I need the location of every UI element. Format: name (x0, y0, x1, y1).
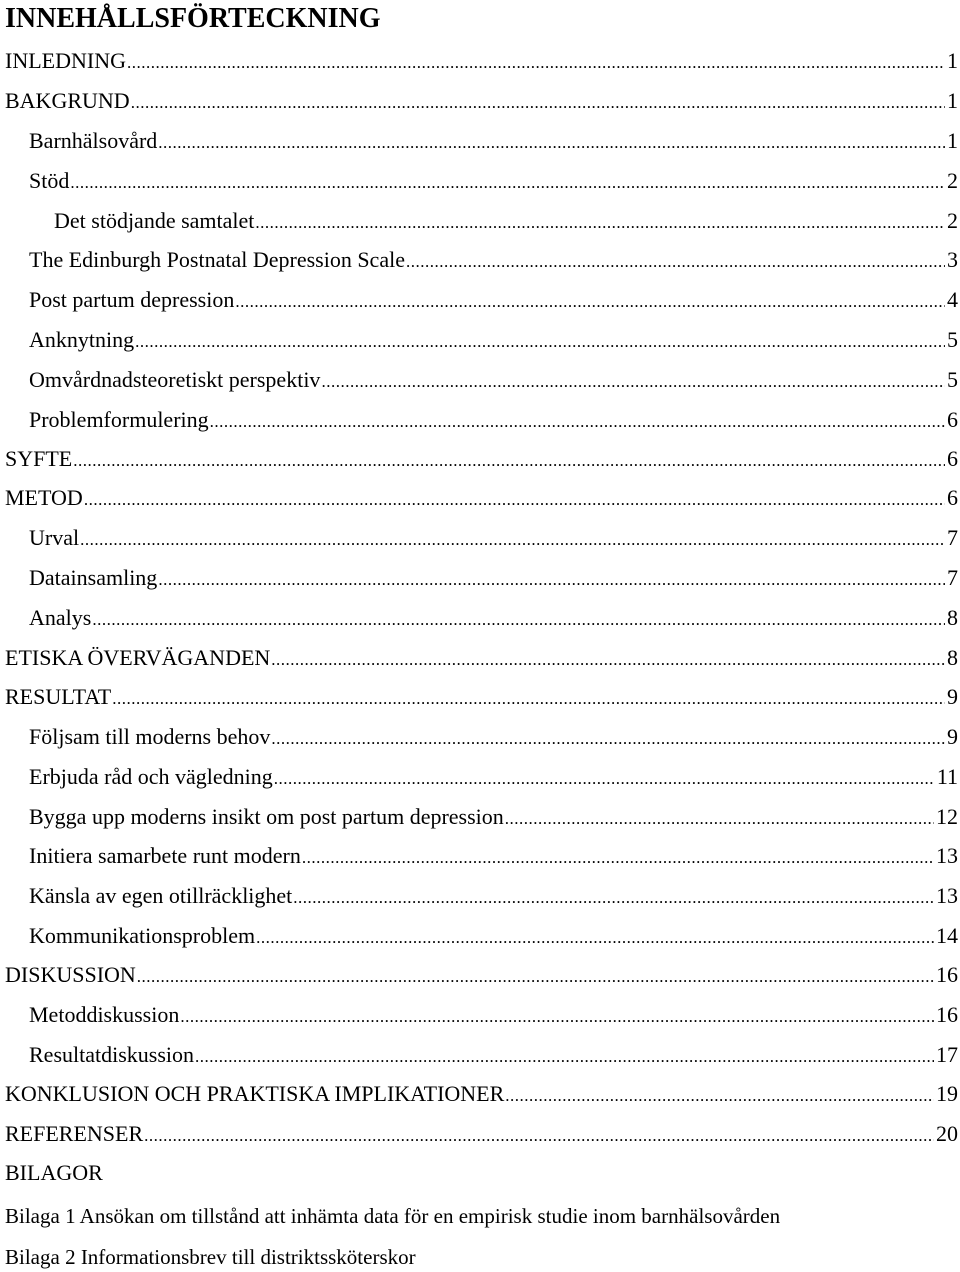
toc-entry-title: Urval (29, 525, 80, 550)
dot-leader (158, 129, 945, 157)
toc-entry-title: Kommunikationsproblem (29, 923, 256, 948)
dot-leader (112, 685, 945, 713)
toc-entry-resultatdiskussion[interactable] (29, 1041, 958, 1069)
toc-entry-erbjuda-rad-och-vagledning[interactable] (29, 763, 958, 791)
toc-entry-page: 16 (936, 962, 958, 987)
toc-entry-title: Det stödjande samtalet (54, 208, 255, 233)
toc-entry-initiera-samarbete[interactable] (29, 842, 958, 870)
toc-entry-title: Känsla av egen otillräcklighet (29, 883, 293, 908)
dot-leader (195, 1043, 934, 1071)
toc-entry-kansla-av-egen-otillracklighet[interactable] (29, 882, 958, 910)
dot-leader (80, 526, 945, 554)
toc-entry-title: Resultatdiskussion (29, 1042, 195, 1067)
toc-entry-title: METOD (5, 485, 83, 510)
toc-entry-etiska-overvaganden[interactable] (5, 644, 958, 672)
toc-entry-title: Problemformulering (29, 407, 209, 432)
toc-entry-page: 13 (936, 883, 958, 908)
toc-entry-title: Anknytning (29, 327, 135, 352)
toc-entry-stod[interactable] (29, 167, 958, 195)
dot-leader (293, 884, 934, 912)
toc-entry-page: 2 (947, 168, 958, 193)
toc-entry-page: 6 (947, 485, 958, 510)
toc-entry-title: Metoddiskussion (29, 1002, 180, 1027)
toc-entry-barnhalsovard[interactable] (29, 127, 958, 155)
toc-entry-problemformulering[interactable] (29, 406, 958, 434)
toc-entry-title: Erbjuda råd och vägledning (29, 764, 273, 789)
toc-entry-page: 17 (936, 1042, 958, 1067)
toc-entry-page: 4 (947, 287, 958, 312)
toc-entry-omvardnadsteoretiskt-perspektiv[interactable] (29, 366, 958, 394)
toc-entry-page: 8 (947, 605, 958, 630)
toc-entry-title: RESULTAT (5, 684, 112, 709)
toc-entry-page: 14 (936, 923, 958, 948)
toc-entry-page: 13 (936, 843, 958, 868)
appendix-item-2[interactable]: Bilaga 2 Informationsbrev till distriktssköterskor (5, 1245, 416, 1269)
toc-entry-metoddiskussion[interactable] (29, 1001, 958, 1029)
toc-entry-page: 11 (936, 764, 958, 789)
toc-entry-title: INLEDNING (5, 48, 126, 73)
toc-entry-title: Stöd (29, 168, 70, 193)
toc-entry-page: 5 (947, 367, 958, 392)
dot-leader (158, 566, 945, 594)
toc-entry-page: 9 (947, 724, 958, 749)
toc-entry-diskussion[interactable] (5, 961, 958, 989)
appendix-heading: BILAGOR (5, 1160, 103, 1185)
dot-leader (144, 1122, 934, 1150)
dot-leader (235, 288, 945, 316)
toc-title: INNEHÅLLSFÖRTECKNING (5, 3, 381, 34)
dot-leader (302, 844, 934, 872)
toc-entry-page: 16 (936, 1002, 958, 1027)
toc-entry-bygga-upp-moderns-insikt[interactable] (29, 803, 958, 831)
toc-entry-konklusion[interactable] (5, 1080, 958, 1108)
dot-leader (210, 408, 945, 436)
toc-entry-page: 5 (947, 327, 958, 352)
toc-entry-page: 1 (947, 128, 958, 153)
toc-entry-title: BAKGRUND (5, 88, 130, 113)
toc-entry-title: REFERENSER (5, 1121, 144, 1146)
toc-entry-page: 8 (947, 645, 958, 670)
toc-entry-title: The Edinburgh Postnatal Depression Scale (29, 247, 405, 272)
dot-leader (84, 486, 945, 514)
toc-entry-resultat[interactable] (5, 683, 958, 711)
dot-leader (135, 328, 945, 356)
toc-entry-title: Följsam till moderns behov (29, 724, 271, 749)
dot-leader (271, 725, 945, 753)
dot-leader (73, 447, 945, 475)
toc-entry-foljsam-till-moderns-behov[interactable] (29, 723, 958, 751)
toc-entry-page: 12 (936, 804, 958, 829)
toc-entry-page: 1 (947, 88, 958, 113)
dot-leader (406, 248, 945, 276)
dot-leader (131, 89, 945, 117)
dot-leader (256, 924, 934, 952)
toc-entry-title: Post partum depression (29, 287, 235, 312)
toc-entry-title: DISKUSSION (5, 962, 136, 987)
toc-entry-urval[interactable] (29, 524, 958, 552)
toc-entry-title: KONKLUSION OCH PRAKTISKA IMPLIKATIONER (5, 1081, 505, 1106)
dot-leader (271, 646, 945, 674)
toc-entry-page: 9 (947, 684, 958, 709)
toc-entry-referenser[interactable] (5, 1120, 958, 1148)
toc-entry-page: 7 (947, 525, 958, 550)
toc-entry-metod[interactable] (5, 484, 958, 512)
toc-entry-title: Initiera samarbete runt modern (29, 843, 301, 868)
toc-entry-title: ETISKA ÖVERVÄGANDEN (5, 645, 271, 670)
toc-entry-page: 6 (947, 446, 958, 471)
dot-leader (180, 1003, 934, 1031)
dot-leader (321, 368, 945, 396)
toc-entry-title: Analys (29, 605, 92, 630)
dot-leader (505, 1082, 934, 1110)
toc-entry-title: Omvårdnadsteoretiskt perspektiv (29, 367, 321, 392)
toc-entry-syfte[interactable] (5, 445, 958, 473)
toc-entry-title: SYFTE (5, 446, 73, 471)
dot-leader (127, 49, 945, 77)
appendix-item-1[interactable]: Bilaga 1 Ansökan om tillstånd att inhämta data för en empirisk studie inom barnhälsovården (5, 1204, 781, 1228)
toc-entry-page: 2 (947, 208, 958, 233)
toc-entry-bakgrund[interactable] (5, 87, 958, 115)
toc-entry-title: Barnhälsovård (29, 128, 158, 153)
toc-entry-anknytning[interactable] (29, 326, 958, 354)
dot-leader (505, 805, 934, 833)
toc-entry-page: 1 (947, 48, 958, 73)
dot-leader (255, 209, 945, 237)
toc-entry-title: Datainsamling (29, 565, 158, 590)
toc-entry-page: 20 (936, 1121, 958, 1146)
toc-entry-kommunikationsproblem[interactable] (29, 922, 958, 950)
dot-leader (274, 765, 935, 793)
dot-leader (70, 169, 945, 197)
toc-entry-det-stodjande-samtalet[interactable] (54, 207, 958, 235)
toc-entry-page: 7 (947, 565, 958, 590)
toc-entry-page: 3 (947, 247, 958, 272)
toc-entry-analys[interactable] (29, 604, 958, 632)
dot-leader (92, 606, 945, 634)
toc-entry-inledning[interactable] (5, 47, 958, 75)
toc-entry-title: Bygga upp moderns insikt om post partum depression (29, 804, 504, 829)
toc-entry-epds[interactable] (29, 246, 958, 274)
dot-leader (137, 963, 934, 991)
toc-entry-page: 6 (947, 407, 958, 432)
toc-entry-page: 19 (936, 1081, 958, 1106)
toc-entry-datainsamling[interactable] (29, 564, 958, 592)
toc-entry-post-partum-depression[interactable] (29, 286, 958, 314)
